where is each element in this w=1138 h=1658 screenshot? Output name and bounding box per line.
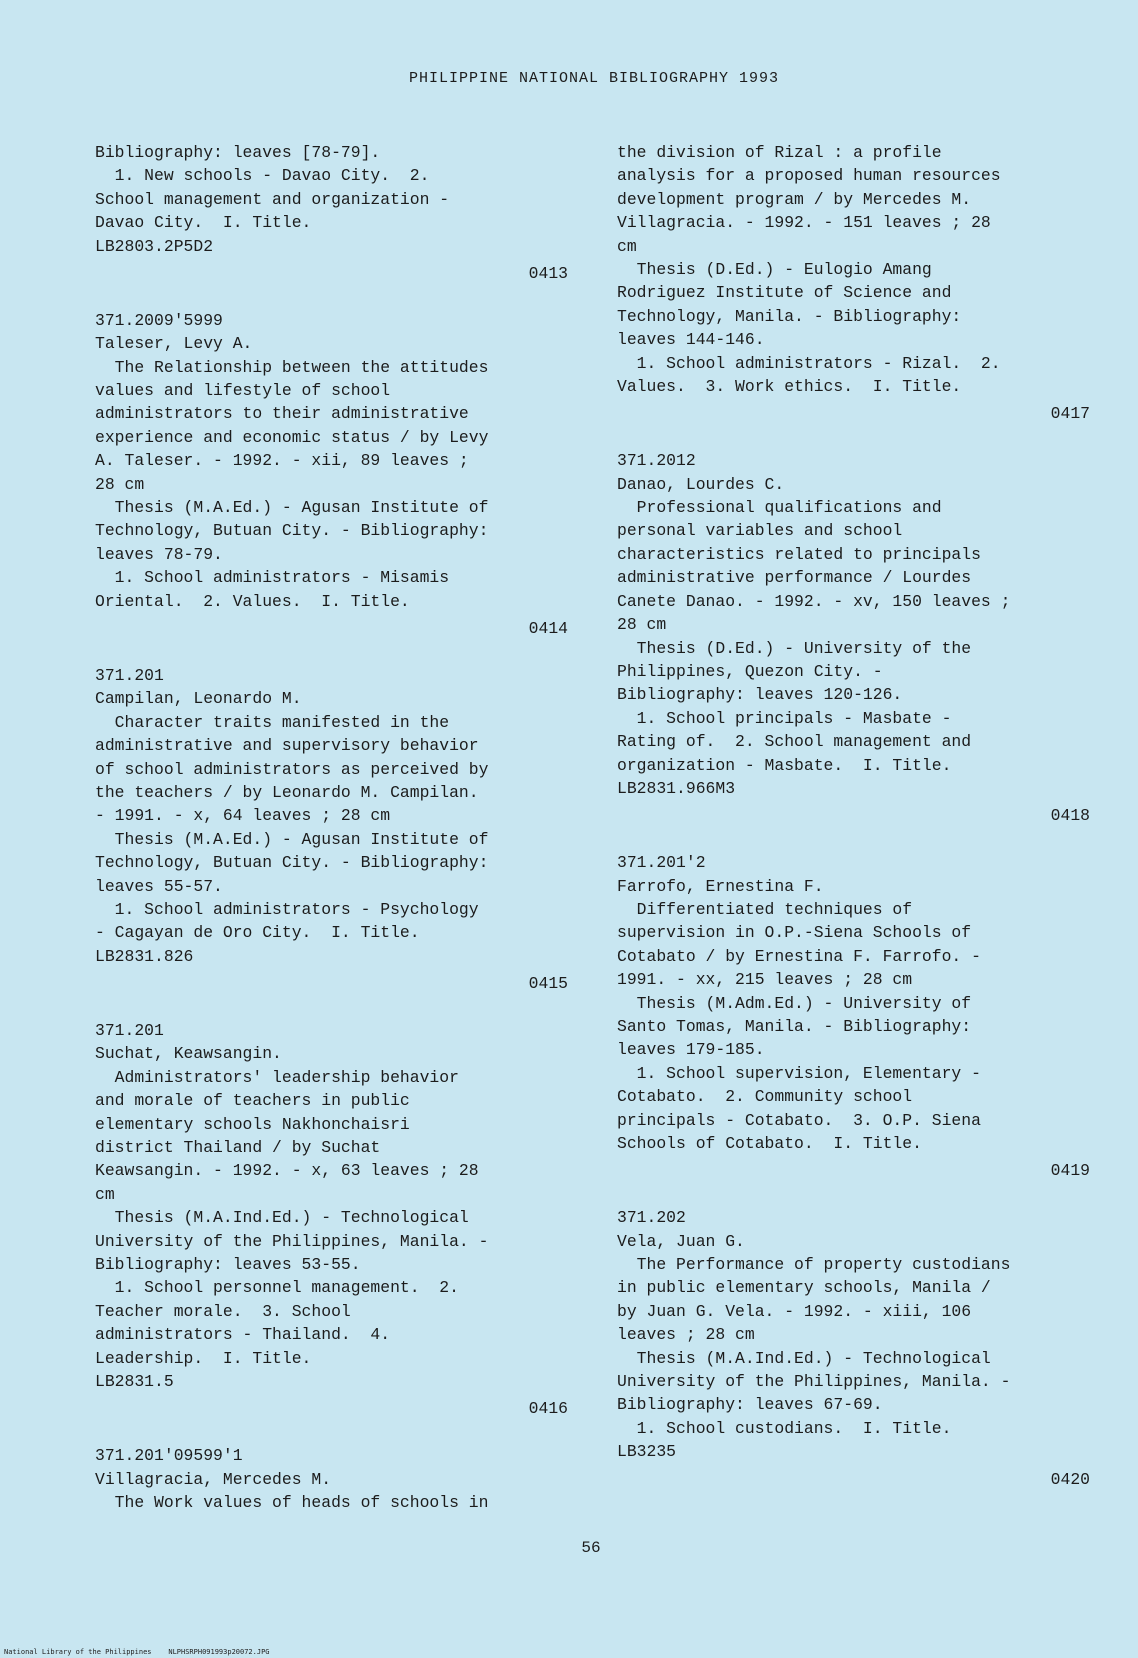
entry-line: 371.201'2 <box>617 853 706 873</box>
right-column <box>617 141 1100 1515</box>
entry-line: 1. New schools - Davao City. 2. <box>95 166 430 186</box>
bibliography-entry <box>95 1444 578 1514</box>
entry-line: Santo Tomas, Manila. - Bibliography: <box>617 1017 972 1036</box>
entry-line: Bibliography: leaves 53-55. <box>95 1255 361 1275</box>
entry-line: characteristics related to principals <box>617 544 981 564</box>
entry-line: LB2831.826 <box>95 946 194 966</box>
entry-spacer <box>95 285 578 308</box>
entry-line: cm <box>617 236 637 256</box>
entry-line: The Relationship between the attitudes <box>95 357 489 377</box>
entry-line: LB2831.966M3 <box>617 778 736 798</box>
entry-line: Cotabato / by Ernestina F. Farrofo. - <box>617 946 981 966</box>
entry-line: cm <box>95 1184 115 1204</box>
entry-spacer <box>617 828 1100 851</box>
bibliography-entry <box>617 141 1100 449</box>
entry-line: 1. School personnel management. 2. <box>95 1278 459 1298</box>
entry-line: The Work values of heads of schools in <box>95 1493 489 1513</box>
entry-control-number: 0414 <box>528 619 568 639</box>
entry-line: district Thailand / by Suchat <box>95 1138 381 1158</box>
page-header: PHILIPPINE NATIONAL BIBLIOGRAPHY 1993 <box>408 70 780 87</box>
entry-line: Villagracia. - 1992. - 151 leaves ; 28 <box>617 213 991 233</box>
entry-line: the teachers / by Leonardo M. Campilan. <box>95 782 479 802</box>
entry-line: Canete Danao. - 1992. - xv, 150 leaves ; <box>617 591 1011 611</box>
entry-control-number: 0415 <box>528 974 568 994</box>
entry-line: Technology, Butuan City. - Bibliography: <box>95 853 489 873</box>
entry-line: Character traits manifested in the <box>95 712 450 732</box>
entry-line: Villagracia, Mercedes M. <box>95 1469 332 1489</box>
entry-line: Philippines, Quezon City. - <box>617 661 883 681</box>
entry-line: Bibliography: leaves 67-69. <box>617 1395 883 1415</box>
entry-line: administrative performance / Lourdes <box>617 568 972 588</box>
entry-line: administrators to their administrative <box>95 404 469 424</box>
entry-line: Thesis (D.Ed.) - University of the <box>617 638 972 658</box>
entry-spacer <box>617 1183 1100 1206</box>
entry-line: School management and organization - <box>95 189 450 209</box>
entry-spacer <box>95 996 578 1019</box>
entry-line: Leadership. I. Title. <box>95 1348 312 1368</box>
bibliography-entry <box>95 1019 578 1444</box>
entry-line: the division of Rizal : a profile <box>617 143 942 162</box>
entry-line: Campilan, Leonardo M. <box>95 689 302 709</box>
entry-line: organization - Masbate. I. Title. <box>617 755 952 775</box>
entry-line: Rating of. 2. School management and <box>617 732 972 752</box>
entry-line: Suchat, Keawsangin. <box>95 1044 282 1064</box>
left-column <box>95 141 578 1515</box>
entry-spacer <box>617 426 1100 449</box>
footer-credit: National Library of the Philippines NLPHSRPH091993p20072.JPG <box>4 1648 270 1656</box>
bibliography-entry <box>617 851 1100 1206</box>
bibliography-entry <box>617 1206 1100 1514</box>
entry-line: 1. School supervision, Elementary - <box>617 1063 981 1083</box>
entry-line: Bibliography: leaves [78-79]. <box>95 143 381 162</box>
entry-line: Rodriguez Institute of Science and <box>617 283 952 303</box>
entry-line: - Cagayan de Oro City. I. Title. <box>95 923 420 943</box>
entry-line: Farrofo, Ernestina F. <box>617 876 824 896</box>
entry-line: analysis for a proposed human resources <box>617 166 1001 186</box>
entry-line: supervision in O.P.-Siena Schools of <box>617 923 972 943</box>
entry-line: leaves 144-146. <box>617 330 765 350</box>
entry-line: elementary schools Nakhonchaisri <box>95 1114 410 1134</box>
entry-control-number: 0418 <box>1050 806 1090 826</box>
entry-spacer <box>95 1421 578 1444</box>
entry-line: Thesis (M.Adm.Ed.) - University of <box>617 993 972 1013</box>
entry-control-number: 0419 <box>1050 1161 1090 1181</box>
entry-line: Davao City. I. Title. <box>95 213 312 233</box>
entry-line: leaves ; 28 cm <box>617 1325 755 1345</box>
entry-line: Schools of Cotabato. I. Title. <box>617 1134 922 1154</box>
entry-line: and morale of teachers in public <box>95 1091 410 1111</box>
entry-line: Thesis (M.A.Ed.) - Agusan Institute of <box>95 829 489 849</box>
entry-line: 371.201 <box>95 1020 164 1040</box>
entry-line: Taleser, Levy A. <box>95 334 253 354</box>
entry-line: 1. School custodians. I. Title. <box>617 1418 952 1438</box>
entry-line: Thesis (M.A.Ed.) - Agusan Institute of <box>95 498 489 518</box>
page-number: 56 <box>581 1539 601 1557</box>
entry-line: 28 cm <box>617 615 667 635</box>
entry-line: A. Taleser. - 1992. - xii, 89 leaves ; <box>95 451 469 471</box>
entry-line: 371.2009'5999 <box>95 310 223 330</box>
entry-line: Administrators' leadership behavior <box>95 1067 459 1087</box>
entry-line: University of the Philippines, Manila. - <box>95 1231 489 1251</box>
entry-spacer <box>95 641 578 664</box>
entry-line: LB3235 <box>617 1442 677 1462</box>
entry-line: Technology, Manila. - Bibliography: <box>617 306 962 326</box>
entry-line: The Performance of property custodians <box>617 1255 1011 1275</box>
entry-line: leaves 78-79. <box>95 544 223 564</box>
entry-control-number: 0417 <box>1050 404 1090 424</box>
entry-line: by Juan G. Vela. - 1992. - xiii, 106 <box>617 1301 972 1321</box>
entry-line: personal variables and school <box>617 521 903 541</box>
entry-line: 1991. - xx, 215 leaves ; 28 cm <box>617 970 913 990</box>
entry-line: Vela, Juan G. <box>617 1231 745 1251</box>
entry-line: Values. 3. Work ethics. I. Title. <box>617 377 962 397</box>
entry-line: Cotabato. 2. Community school <box>617 1087 913 1107</box>
entry-line: LB2831.5 <box>95 1372 174 1392</box>
entry-line: 1. School administrators - Psychology <box>95 899 479 919</box>
entry-line: 1. School administrators - Rizal. 2. <box>617 353 1001 373</box>
entry-line: Teacher morale. 3. School <box>95 1301 351 1321</box>
entry-line: Thesis (D.Ed.) - Eulogio Amang <box>617 260 932 280</box>
entry-line: Thesis (M.A.Ind.Ed.) - Technological <box>95 1208 469 1228</box>
entry-line: 371.202 <box>617 1208 686 1228</box>
entry-line: Keawsangin. - 1992. - x, 63 leaves ; 28 <box>95 1161 479 1181</box>
entry-control-number: 0413 <box>528 264 568 284</box>
entry-line: 1. School administrators - Misamis <box>95 568 450 588</box>
entry-line: leaves 55-57. <box>95 876 223 896</box>
bibliography-entry <box>617 449 1100 851</box>
entry-line: experience and economic status / by Levy <box>95 427 489 447</box>
entry-line: Thesis (M.A.Ind.Ed.) - Technological <box>617 1348 991 1368</box>
entry-line: of school administrators as perceived by <box>95 759 489 779</box>
entry-line: principals - Cotabato. 3. O.P. Siena <box>617 1110 981 1130</box>
entry-line: University of the Philippines, Manila. - <box>617 1372 1011 1392</box>
entry-line: Differentiated techniques of <box>617 899 913 919</box>
entry-line: leaves 179-185. <box>617 1040 765 1060</box>
entry-line: in public elementary schools, Manila / <box>617 1278 991 1298</box>
entry-control-number: 0416 <box>528 1399 568 1419</box>
entry-line: values and lifestyle of school <box>95 381 391 401</box>
entry-line: 28 cm <box>95 474 145 494</box>
entry-line: 371.201 <box>95 665 164 685</box>
bibliography-entry <box>95 141 578 309</box>
entry-line: LB2803.2P5D2 <box>95 236 214 256</box>
entry-line: Danao, Lourdes C. <box>617 474 785 494</box>
bibliography-entry <box>95 664 578 1019</box>
entry-spacer <box>617 1491 1100 1514</box>
entry-line: 1. School principals - Masbate - <box>617 708 952 728</box>
entry-line: Bibliography: leaves 120-126. <box>617 685 903 705</box>
entry-line: administrators - Thailand. 4. <box>95 1325 391 1345</box>
entry-line: administrative and supervisory behavior <box>95 736 479 756</box>
entry-line: - 1991. - x, 64 leaves ; 28 cm <box>95 806 391 826</box>
bibliography-entry <box>95 309 578 664</box>
entry-line: Oriental. 2. Values. I. Title. <box>95 591 410 611</box>
entry-line: development program / by Mercedes M. <box>617 189 972 209</box>
entry-line: 371.201'09599'1 <box>95 1446 243 1466</box>
entry-control-number: 0420 <box>1050 1469 1090 1489</box>
entry-line: Professional qualifications and <box>617 498 942 518</box>
entry-line: Technology, Butuan City. - Bibliography: <box>95 521 489 541</box>
entry-line: 371.2012 <box>617 451 696 471</box>
